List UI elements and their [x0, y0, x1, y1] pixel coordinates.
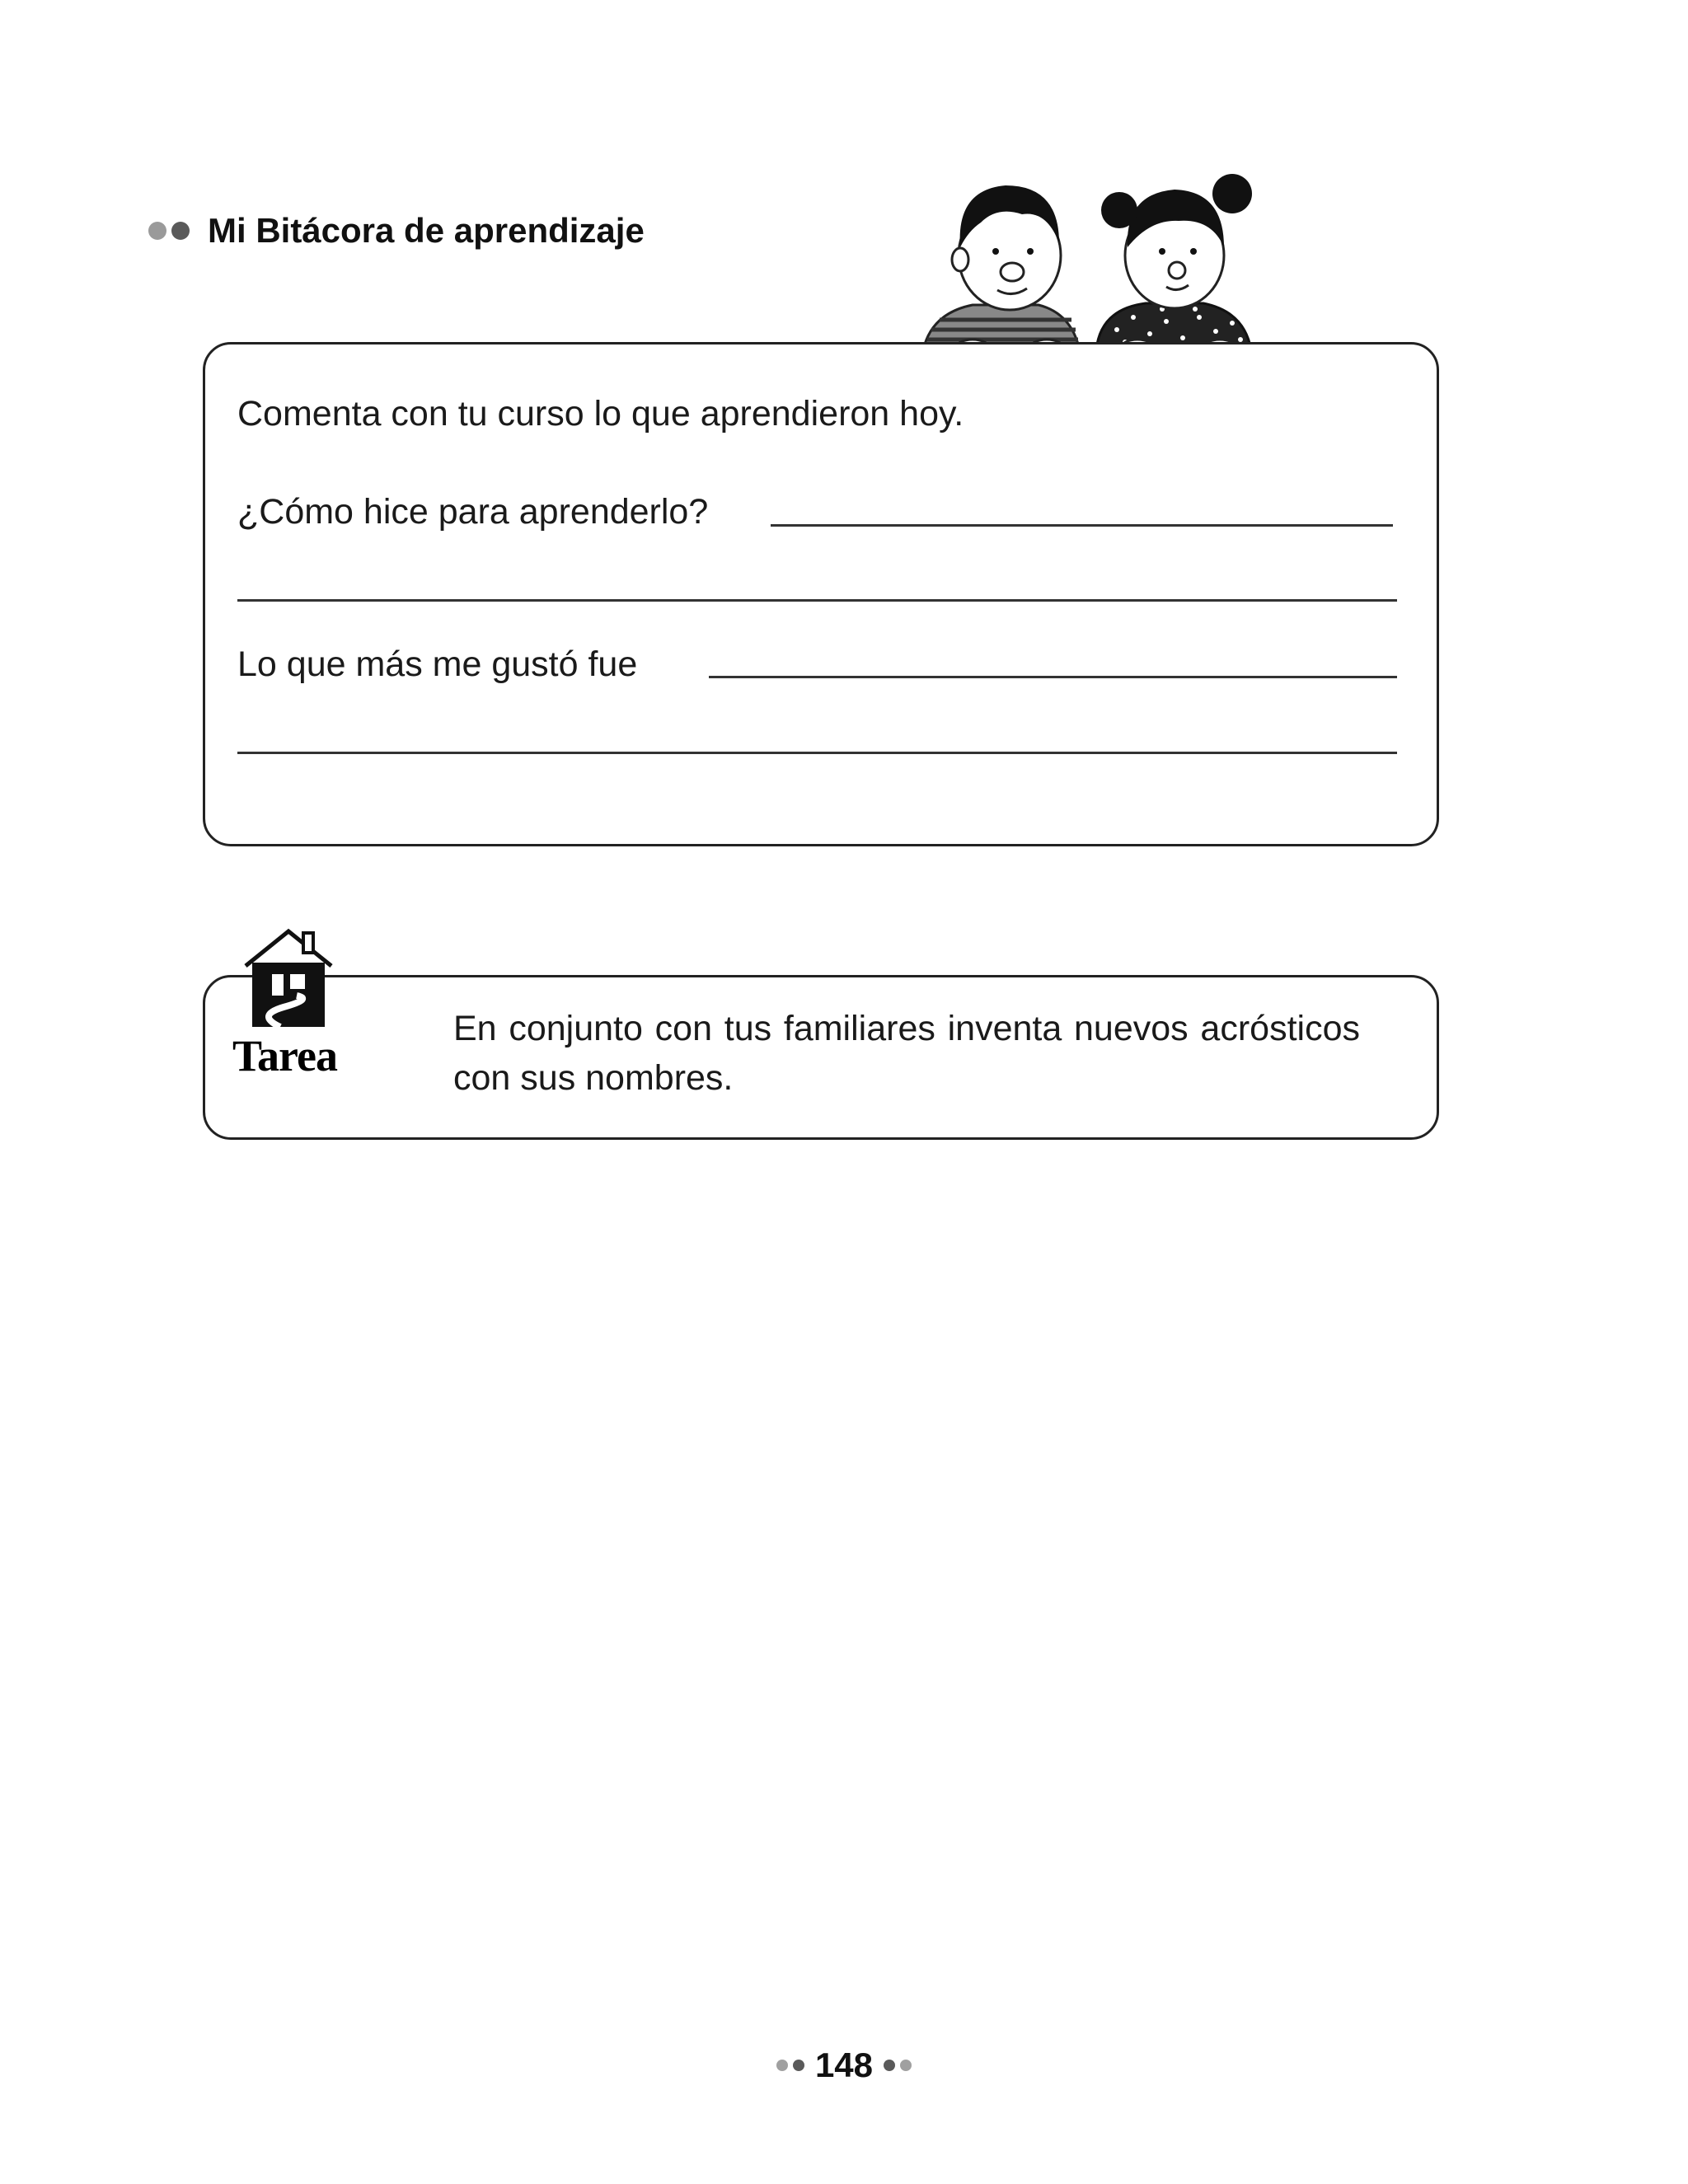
bullet-dot-icon: [884, 2060, 895, 2071]
bullet-dot-icon: [793, 2060, 804, 2071]
bullet-dot-icon: [148, 222, 166, 240]
answer-line[interactable]: [771, 524, 1393, 527]
page-footer: [0, 2046, 1688, 2085]
bullet-dot-icon: [171, 222, 190, 240]
answer-line[interactable]: [709, 676, 1397, 678]
answer-line[interactable]: [237, 752, 1397, 754]
page-number: 148: [814, 2046, 874, 2084]
answer-line[interactable]: [237, 599, 1397, 602]
house-road-icon: [239, 923, 338, 1030]
bullet-dot-icon: [900, 2060, 912, 2071]
tarea-instructions: En conjunto con tus familiares inventa nuevos acrósticos con sus nombres.: [453, 1009, 1360, 1098]
question-how-learned: ¿Cómo hice para aprenderlo?: [237, 492, 709, 532]
bitacora-intro: Comenta con tu curso lo que aprendieron hoy.: [237, 394, 964, 434]
section-heading: [148, 204, 645, 257]
two-children-illustration: [915, 165, 1261, 363]
section-title: Mi Bitácora de aprendizaje: [208, 211, 645, 250]
tarea-label: Tarea: [232, 1031, 338, 1080]
question-liked-most: Lo que más me gustó fue: [237, 644, 638, 684]
bullet-dot-icon: [776, 2060, 788, 2071]
